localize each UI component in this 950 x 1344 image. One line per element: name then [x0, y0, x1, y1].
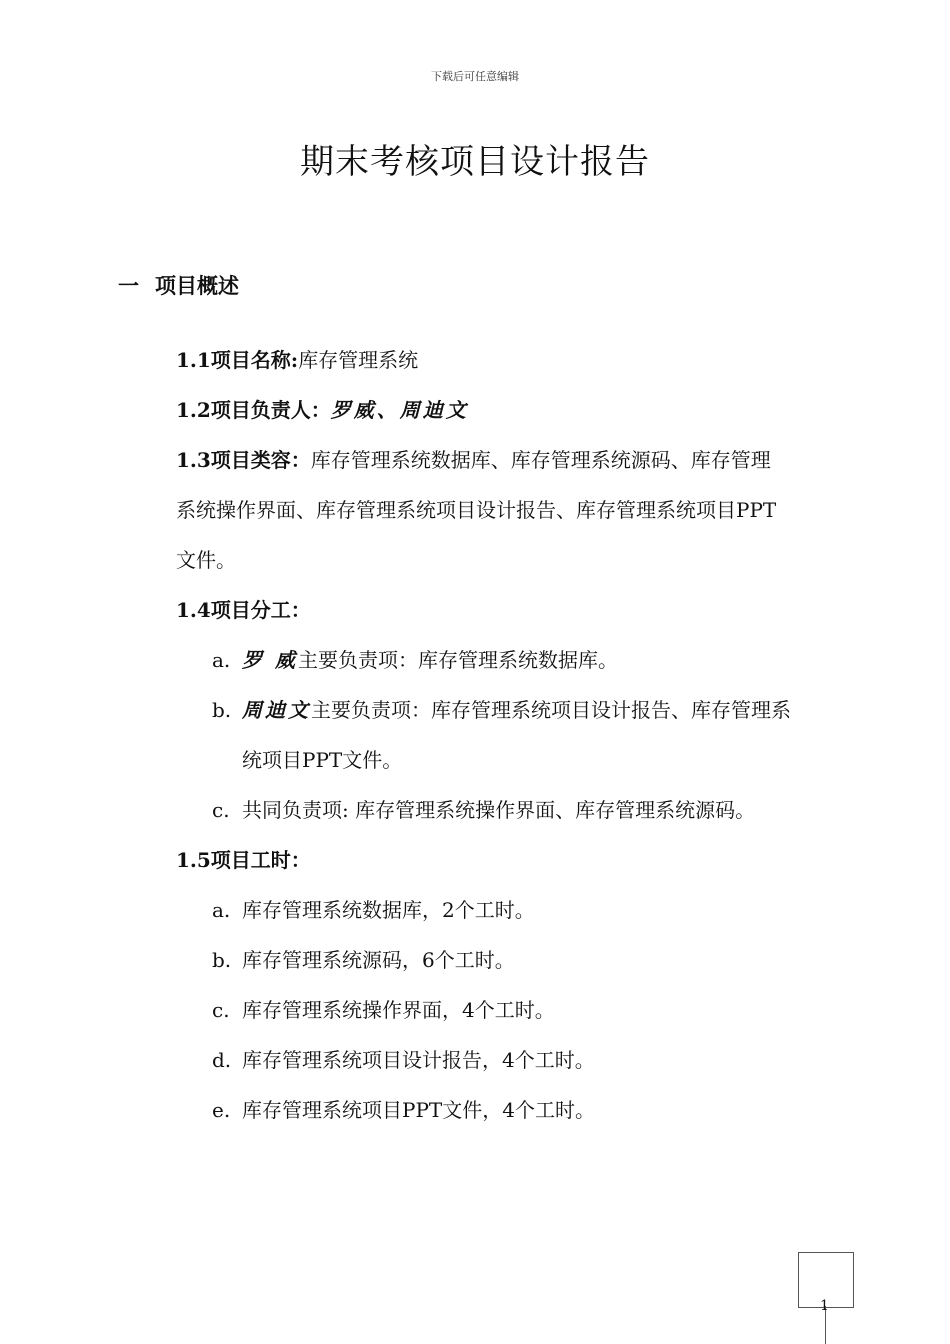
page-number: 1 — [820, 1298, 829, 1314]
list-marker: e. — [212, 1098, 231, 1122]
header-note: 下载后可任意编辑 — [431, 70, 519, 83]
list-marker: b. — [212, 948, 232, 972]
division-entry-a — [212, 647, 618, 673]
list-marker: a. — [212, 898, 231, 922]
division-entry-b-cont: 统项目PPT文件。 — [242, 748, 403, 772]
person-name: 周迪文 — [242, 698, 311, 722]
document-title: 期末考核项目设计报告 — [300, 142, 650, 182]
hours-entry — [212, 997, 555, 1023]
list-marker: c. — [212, 998, 230, 1022]
list-marker: c. — [212, 798, 230, 822]
division-entry-b — [212, 697, 791, 723]
section-title: 项目概述 — [155, 274, 239, 298]
person-name: 罗 威 — [242, 648, 298, 672]
hours-entry — [212, 897, 535, 923]
division-text: 共同负责项: 库存管理系统操作界面、库存管理系统源码。 — [242, 798, 756, 822]
item-label: 1.2项目负责人： — [176, 398, 331, 422]
hours-entry — [212, 947, 515, 973]
hours-text: 库存管理系统源码，6个工时。 — [242, 948, 515, 972]
hours-text: 库存管理系统项目PPT文件，4个工时。 — [242, 1098, 595, 1122]
leader-names: 罗威、周迪文 — [330, 398, 469, 422]
item-value: 库存管理系统数据库、库存管理系统源码、库存管理 — [310, 448, 771, 472]
item-project-contents-cont: 文件。 — [176, 548, 236, 572]
item-project-name — [176, 347, 418, 373]
division-text: 主要负责项：库存管理系统数据库。 — [297, 648, 618, 672]
section-heading — [118, 270, 239, 300]
division-entry-c — [212, 797, 755, 823]
hours-text: 库存管理系统操作界面，4个工时。 — [242, 998, 555, 1022]
item-division-label: 1.4项目分工： — [176, 598, 311, 622]
item-hours-label: 1.5项目工时： — [176, 848, 311, 872]
item-project-contents — [176, 447, 771, 473]
hours-entry — [212, 1047, 595, 1073]
hours-text: 库存管理系统数据库，2个工时。 — [242, 898, 535, 922]
list-marker: a. — [212, 648, 231, 672]
hours-entry — [212, 1097, 595, 1123]
section-number: 一 — [118, 274, 139, 298]
list-marker: b. — [212, 698, 232, 722]
item-project-contents-cont: 系统操作界面、库存管理系统项目设计报告、库存管理系统项目PPT — [176, 498, 777, 522]
item-project-leaders — [176, 397, 469, 423]
division-text: 主要负责项：库存管理系统项目设计报告、库存管理系 — [311, 698, 791, 722]
item-label: 1.3项目类容： — [176, 448, 311, 472]
hours-text: 库存管理系统项目设计报告，4个工时。 — [242, 1048, 595, 1072]
item-label: 1.1项目名称: — [176, 348, 299, 372]
list-marker: d. — [212, 1048, 232, 1072]
item-value: 库存管理系统 — [298, 348, 419, 372]
